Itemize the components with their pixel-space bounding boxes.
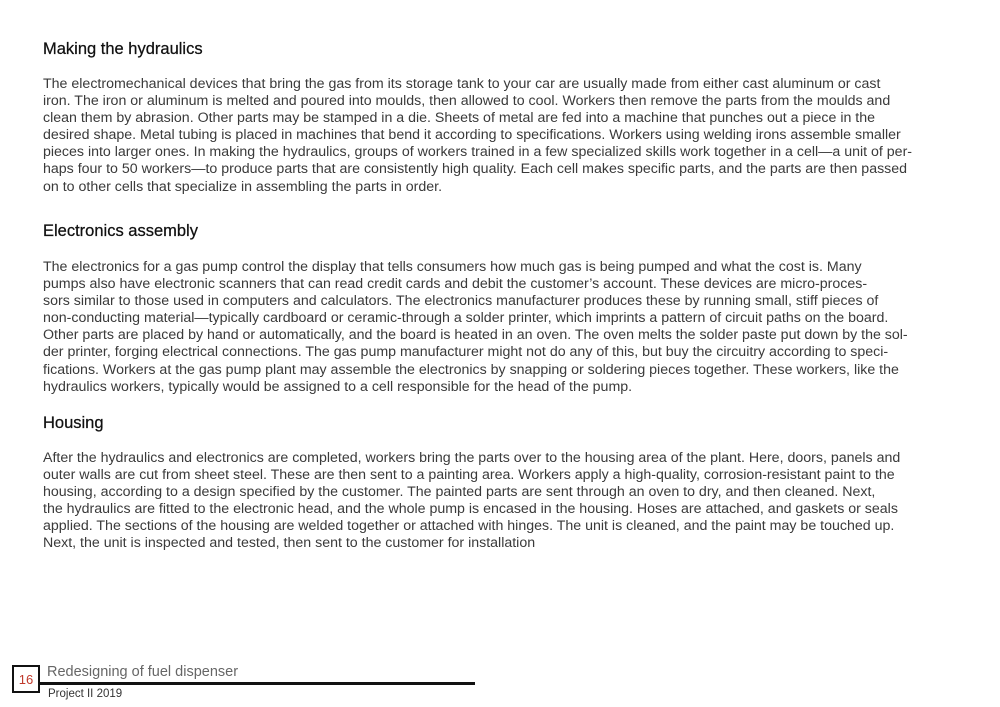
section-heading-housing: Housing [43, 414, 104, 432]
page-number-box [12, 665, 40, 693]
section-heading-hydraulics: Making the hydraulics [43, 40, 203, 58]
footer-subtitle: Project II 2019 [48, 688, 123, 700]
section-body-electronics: The electronics for a gas pump control the display that tells consumers how much gas is being pumped and what the cost is. Many pumps also have electronic scanners that can read credit cards and debit the customer’s account. These devices are micro-proces- sors similar to those used in computers and calculators. The electronics manufacturer produces these by running small, stiff pieces of non-conducting material—typically cardboard or ceramic-through a solder printer, which imprints a pattern of circuit paths on the board. Other parts are placed by hand or automatically, and the board is heated in an oven. The oven melts the solder paste put down by the sol- der printer, forging electrical connections. The gas pump manufacturer might not do any of this, but buy the circuitry according to speci- fications. Workers at the gas pump plant may assemble the electronics by snapping or soldering pieces together. These workers, like the hydraulics workers, typically would be assigned to a cell responsible for the head of the pump. [43, 259, 908, 395]
section-body-housing: After the hydraulics and electronics are completed, workers bring the parts over to the housing area of the plant. Here, doors, panels and outer walls are cut from sheet steel. These are then sent to a painting area. Workers apply a high-quality, corrosion-resistant paint to the housing, according to a design specified by the customer. The painted parts are sent through an oven to dry, and then cleaned. Next, the hydraulics are fitted to the electronic head, and the whole pump is encased in the housing. Hoses are attached, and gaskets or seals applied. The sections of the housing are welded together or attached with hinges. The unit is cleaned, and the paint may be touched up. Next, the unit is inspected and tested, then sent to the customer for installation [43, 450, 901, 552]
page-number: 16 [18, 671, 34, 687]
footer-title: Redesigning of fuel dispenser [47, 664, 239, 680]
footer-divider [40, 682, 475, 685]
section-body-hydraulics: The electromechanical devices that bring the gas from its storage tank to your car are usually made from either cast aluminum or cast iron. The iron or aluminum is melted and poured into moulds, then allowed to cool. Workers then remove the parts from the moulds and clean them by abrasion. Other parts may be stamped in a die. Sheets of metal are fed into a machine that punches out a piece in the desired shape. Metal tubing is placed in machines that bend it according to specifications. Workers using welding irons assemble smaller pieces into larger ones. In making the hydraulics, groups of workers trained in a few specialized skills work together in a cell—a unit of per- haps four to 50 workers—to produce parts that are consistently high quality. Each cell makes specific parts, and the parts are then passed on to other cells that specialize in assembling the parts in order. [43, 76, 913, 195]
section-heading-electronics: Electronics assembly [43, 222, 198, 240]
